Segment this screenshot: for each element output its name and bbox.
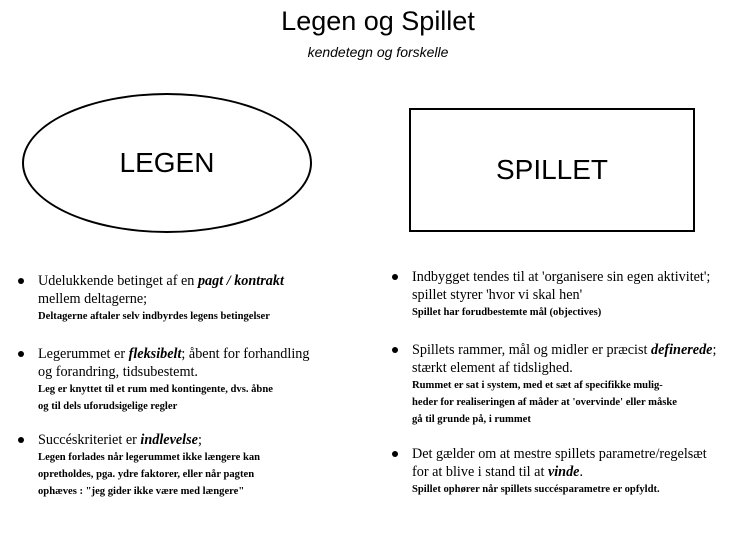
spillet-list bbox=[392, 268, 752, 321]
item-detail-line: heder for realiseringen af måder at 'overvinde' eller måske bbox=[412, 397, 677, 408]
item-main-line: Udelukkende betinget af en pagt / kontrakt bbox=[38, 273, 284, 289]
item-main-line: Succéskriteriet er indlevelse; bbox=[38, 432, 202, 448]
list-item bbox=[18, 345, 363, 415]
legen-list bbox=[18, 345, 363, 415]
item-detail-line: gå til grunde på, i rummet bbox=[412, 414, 531, 425]
legen-label: LEGEN bbox=[119, 147, 215, 178]
item-second-line: mellem deltagerne; bbox=[38, 291, 148, 307]
bullet-icon bbox=[18, 351, 24, 357]
legen-list bbox=[18, 431, 363, 500]
list-item bbox=[392, 445, 752, 498]
list-item bbox=[392, 341, 752, 428]
spillet-label: SPILLET bbox=[495, 154, 609, 185]
bullet-icon bbox=[392, 274, 398, 280]
item-main-line: Indbygget tendes til at 'organisere sin egen aktivitet'; bbox=[412, 269, 711, 285]
bullet-icon bbox=[18, 278, 24, 284]
page-subtitle: kendetegn og forskelle bbox=[307, 44, 449, 60]
emphasis-text: indlevelse bbox=[140, 432, 198, 448]
item-detail-line: Legen forlades når legerummet ikke længere kan bbox=[38, 452, 261, 463]
emphasis-text: pagt / kontrakt bbox=[197, 273, 284, 289]
list-item bbox=[392, 268, 752, 321]
item-main-line: Legerummet er fleksibelt; åbent for forhandling bbox=[38, 346, 310, 362]
spillet-list bbox=[392, 445, 752, 498]
item-detail-line: opretholdes, pga. ydre faktorer, eller når pagten bbox=[38, 469, 255, 480]
bullet-icon bbox=[392, 451, 398, 457]
item-detail-line: Leg er knyttet til et rum med kontingente, dvs. åbne bbox=[38, 384, 273, 395]
item-detail-line: ophæves : "jeg gider ikke være med længere" bbox=[38, 486, 245, 497]
page-title: Legen og Spillet bbox=[281, 6, 475, 36]
item-detail-line: og til dels uforudsigelige regler bbox=[38, 401, 178, 412]
item-second-line: stærkt element af tidslighed. bbox=[412, 360, 573, 376]
item-second-line: spillet styrer 'hvor vi skal hen' bbox=[412, 287, 583, 303]
legen-list bbox=[18, 272, 363, 325]
item-main-line: Det gælder om at mestre spillets parametre/regelsæt bbox=[412, 446, 707, 462]
emphasis-text: definerede bbox=[651, 342, 713, 358]
item-main-line: Spillets rammer, mål og midler er præcist definerede; bbox=[412, 342, 717, 358]
item-detail-line: Rummet er sat i system, med et sæt af specifikke mulig- bbox=[412, 380, 663, 391]
spillet-list bbox=[392, 341, 752, 428]
bullet-icon bbox=[18, 437, 24, 443]
spillet-box bbox=[409, 108, 695, 232]
item-detail-line: Spillet ophører når spillets succésparametre er opfyldt. bbox=[412, 484, 660, 495]
list-item bbox=[18, 272, 363, 325]
item-second-line: for at blive i stand til at vinde. bbox=[412, 464, 584, 480]
item-second-line: og forandring, tidsubestemt. bbox=[38, 364, 198, 380]
item-detail-line: Spillet har forudbestemte mål (objectives) bbox=[412, 307, 602, 318]
emphasis-text: vinde bbox=[547, 464, 580, 480]
bullet-icon bbox=[392, 347, 398, 353]
legen-ellipse bbox=[22, 93, 312, 233]
item-detail-line: Deltagerne aftaler selv indbyrdes legens betingelser bbox=[38, 311, 270, 322]
list-item bbox=[18, 431, 363, 500]
emphasis-text: fleksibelt bbox=[128, 346, 182, 362]
